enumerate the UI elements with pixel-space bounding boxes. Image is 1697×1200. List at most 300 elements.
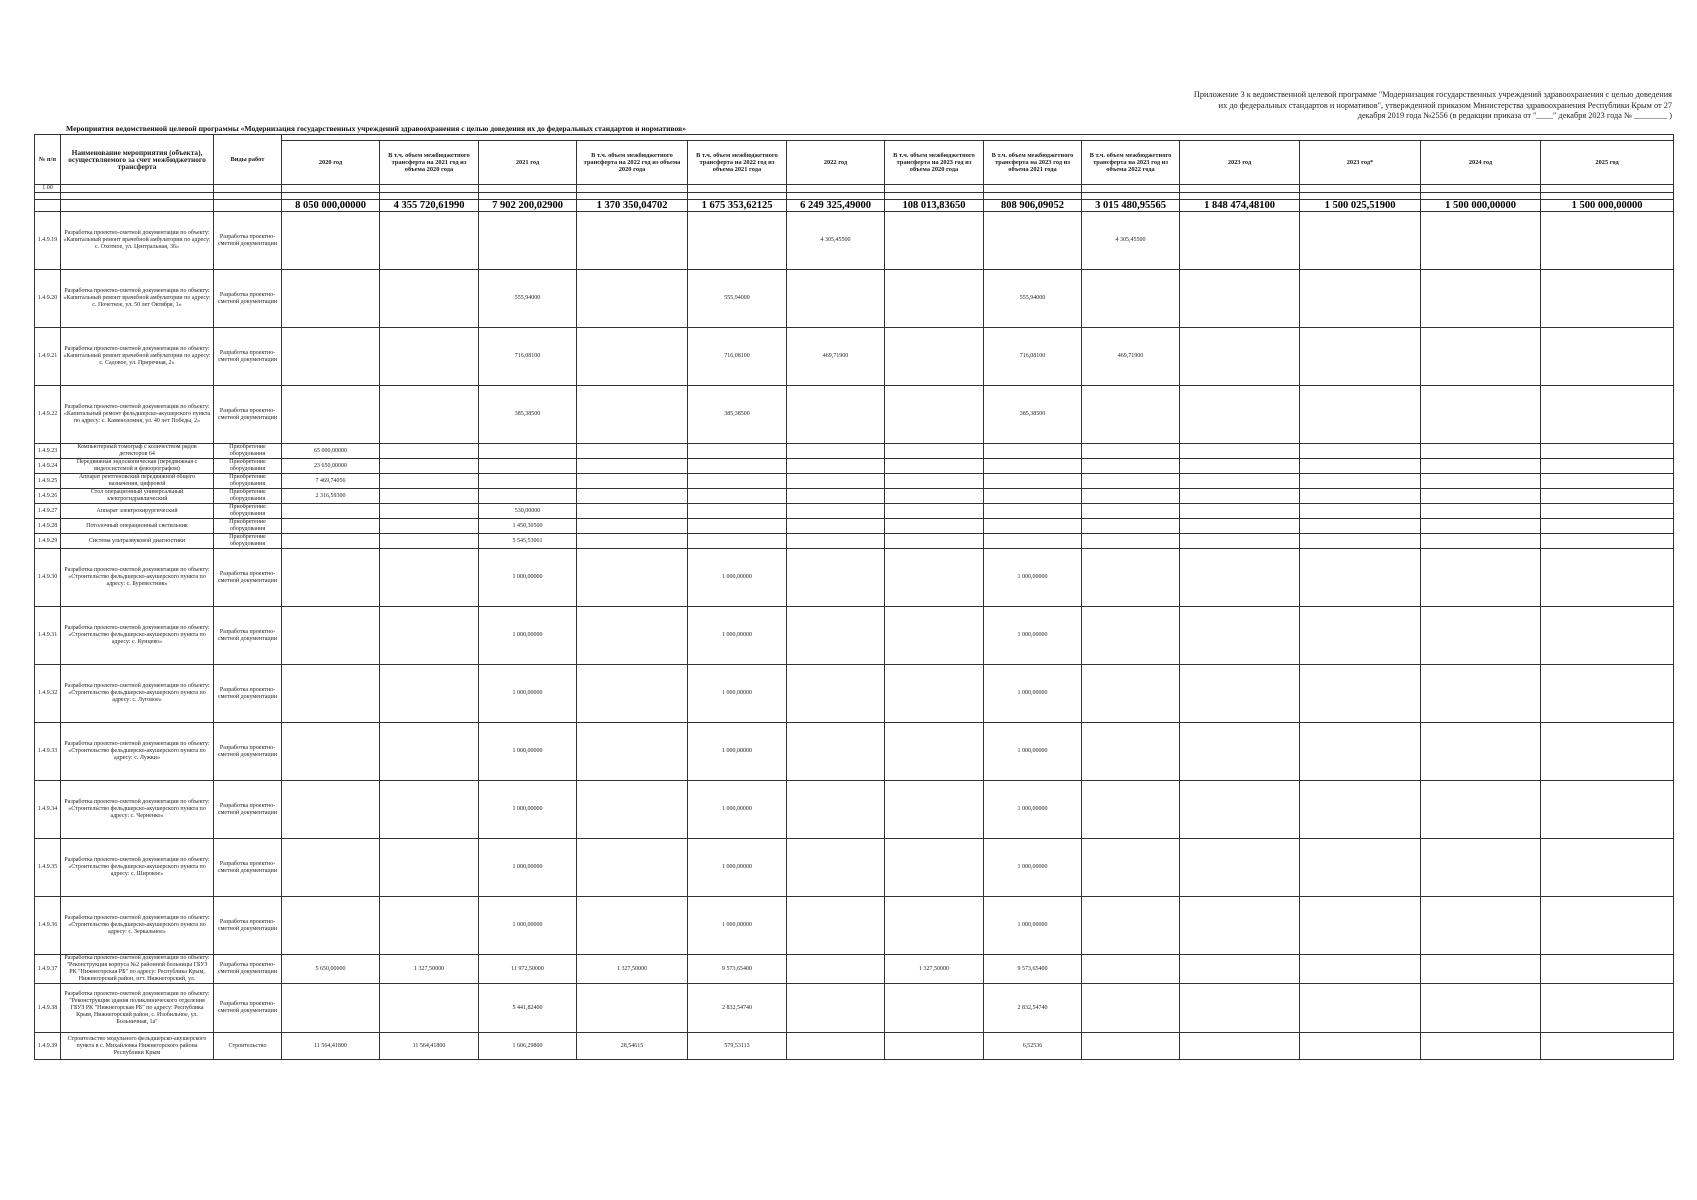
total-cell: 4 355 720,61990 xyxy=(380,200,479,212)
table-cell xyxy=(214,193,282,200)
row-name: Разработка проектно-сметной документации по объекту: «Капитальный ремонт врачебной амбулатории по адресу: с. Почетное, ул. 50 лет Октября, 1» xyxy=(61,270,214,328)
row-works: Приобретение оборудования xyxy=(214,459,282,474)
row-value: 1 000,00000 xyxy=(479,549,577,607)
row-value xyxy=(1082,1033,1180,1060)
row-value xyxy=(282,549,380,607)
appendix-line: декабря 2019 года №2556 (в редакции приказа от "____" декабря 2023 года № ________ ) xyxy=(1357,111,1672,120)
row-works: Приобретение оборудования xyxy=(214,474,282,489)
row-value xyxy=(1421,489,1541,504)
row-works: Приобретение оборудования xyxy=(214,489,282,504)
row-value xyxy=(577,534,688,549)
table-row xyxy=(35,897,1674,955)
row-value xyxy=(885,519,984,534)
total-cell: 808 906,09052 xyxy=(984,200,1082,212)
row-value xyxy=(1421,534,1541,549)
row-code: 1.4.9.31 xyxy=(35,607,61,665)
table-row xyxy=(35,723,1674,781)
row-value: 579,53113 xyxy=(688,1033,787,1060)
row-value xyxy=(1300,549,1421,607)
row-value xyxy=(1421,549,1541,607)
row-value: 1 000,00000 xyxy=(984,607,1082,665)
row-value xyxy=(1300,665,1421,723)
programme-table xyxy=(34,134,1674,1060)
row-value: 1 000,00000 xyxy=(688,897,787,955)
row-value xyxy=(282,519,380,534)
row-value xyxy=(577,489,688,504)
row-value xyxy=(1421,386,1541,444)
row-value xyxy=(787,984,885,1033)
row-value xyxy=(282,270,380,328)
col-header-year: В т.ч. объем межбюджетного трансферта на 2023 год из объема 2021 года xyxy=(984,141,1082,185)
row-value xyxy=(1421,504,1541,519)
row-value xyxy=(787,444,885,459)
row-value: 9 573,65400 xyxy=(984,955,1082,984)
table-cell xyxy=(61,200,214,212)
row-value: 716,08100 xyxy=(479,328,577,386)
row-works: Разработка проектно-сметной документации xyxy=(214,723,282,781)
col-header-year: 2023 год xyxy=(1180,141,1300,185)
row-value xyxy=(1180,386,1300,444)
table-cell xyxy=(479,193,577,200)
row-code: 1.4.9.36 xyxy=(35,897,61,955)
row-value xyxy=(1541,897,1674,955)
row-value: 5 441,82400 xyxy=(479,984,577,1033)
table-row xyxy=(35,504,1674,519)
row-value xyxy=(577,386,688,444)
row-works: Разработка проектно-сметной документации xyxy=(214,897,282,955)
row-value xyxy=(787,607,885,665)
row-name: Разработка проектно-сметной документации по объекту: «Строительство фельдшерско-акушерского пункта по адресу: с. Лужки» xyxy=(61,723,214,781)
row-code: 1.4.9.32 xyxy=(35,665,61,723)
row-value xyxy=(885,665,984,723)
row-works: Разработка проектно-сметной документации xyxy=(214,270,282,328)
row-value xyxy=(1180,897,1300,955)
col-header-year: В т.ч. объем межбюджетного трансферта на 2023 год из объема 2020 года xyxy=(885,141,984,185)
table-cell xyxy=(61,193,214,200)
row-value xyxy=(479,212,577,270)
appendix-line: Приложение 3 к ведомственной целевой программе "Модернизация государственных учреждений здравоохранения с целью доведения xyxy=(1193,90,1672,99)
row-code: 1.4.9.20 xyxy=(35,270,61,328)
row-value xyxy=(1180,504,1300,519)
table-cell xyxy=(214,200,282,212)
row-value xyxy=(1541,534,1674,549)
row-works: Приобретение оборудования xyxy=(214,444,282,459)
table-cell xyxy=(1300,193,1421,200)
table-cell xyxy=(1541,185,1674,193)
row-value xyxy=(380,665,479,723)
row-value: 2 832,54740 xyxy=(984,984,1082,1033)
row-value xyxy=(380,444,479,459)
row-value xyxy=(1541,519,1674,534)
table-cell xyxy=(214,185,282,193)
row-value xyxy=(885,270,984,328)
row-value xyxy=(1300,897,1421,955)
section-code: 1.00 xyxy=(35,185,61,193)
row-value xyxy=(984,534,1082,549)
row-value xyxy=(787,897,885,955)
row-value xyxy=(1180,955,1300,984)
row-value xyxy=(885,474,984,489)
row-value xyxy=(1421,897,1541,955)
row-code: 1.4.9.29 xyxy=(35,534,61,549)
table-row xyxy=(35,665,1674,723)
table-cell xyxy=(688,185,787,193)
row-name: Система ультразвуковой диагностики xyxy=(61,534,214,549)
row-value xyxy=(577,781,688,839)
row-value xyxy=(479,459,577,474)
row-value xyxy=(787,549,885,607)
table-row xyxy=(35,781,1674,839)
row-value xyxy=(282,781,380,839)
row-value xyxy=(688,519,787,534)
row-value: 2 316,59300 xyxy=(282,489,380,504)
row-name: Разработка проектно-сметной документации по объекту: «Строительство фельдшерско-акушерского пункта по адресу: с. Буревестник» xyxy=(61,549,214,607)
row-value xyxy=(1300,504,1421,519)
row-value xyxy=(1180,839,1300,897)
row-value: 555,94000 xyxy=(984,270,1082,328)
row-value xyxy=(787,519,885,534)
table-cell xyxy=(479,185,577,193)
row-works: Приобретение оборудования xyxy=(214,519,282,534)
row-value: 1 000,00000 xyxy=(479,839,577,897)
totals-row xyxy=(35,200,1674,212)
row-value xyxy=(1421,212,1541,270)
row-code: 1.4.9.19 xyxy=(35,212,61,270)
row-value xyxy=(1180,665,1300,723)
row-value xyxy=(380,504,479,519)
table-cell xyxy=(1300,185,1421,193)
row-value xyxy=(282,897,380,955)
row-name: Разработка проектно-сметной документации по объекту: «Строительство фельдшерско-акушерского пункта по адресу: с. Кунцево» xyxy=(61,607,214,665)
row-value xyxy=(787,839,885,897)
row-value xyxy=(984,444,1082,459)
table-row xyxy=(35,549,1674,607)
row-value xyxy=(380,489,479,504)
row-value xyxy=(984,459,1082,474)
row-value xyxy=(688,534,787,549)
table-row xyxy=(35,459,1674,474)
row-value xyxy=(1082,984,1180,1033)
row-value xyxy=(1421,781,1541,839)
row-code: 1.4.9.21 xyxy=(35,328,61,386)
row-value xyxy=(1421,444,1541,459)
col-header-works: Виды работ xyxy=(214,135,282,185)
row-value: 1 000,00000 xyxy=(479,897,577,955)
row-value: 1 000,00000 xyxy=(688,781,787,839)
row-value xyxy=(1541,1033,1674,1060)
row-name: Разработка проектно-сметной документации по объекту: «Строительство фельдшерско-акушерского пункта по адресу: с. Зеркальное» xyxy=(61,897,214,955)
row-works: Разработка проектно-сметной документации xyxy=(214,386,282,444)
row-value xyxy=(1421,459,1541,474)
row-value xyxy=(282,839,380,897)
row-value xyxy=(380,549,479,607)
row-value xyxy=(885,489,984,504)
row-works: Разработка проектно-сметной документации xyxy=(214,781,282,839)
row-value: 716,08100 xyxy=(688,328,787,386)
row-name: Разработка проектно-сметной документации по объекту: «Капитальный ремонт врачебной амбулатории по адресу: с. Садовое, ул. Приречная, 2» xyxy=(61,328,214,386)
total-cell: 6 249 325,49000 xyxy=(787,200,885,212)
row-value xyxy=(380,328,479,386)
row-value xyxy=(1082,459,1180,474)
row-value xyxy=(1082,489,1180,504)
row-value xyxy=(380,984,479,1033)
table-cell xyxy=(984,185,1082,193)
total-cell: 1 848 474,48100 xyxy=(1180,200,1300,212)
col-header-year: 2022 год xyxy=(787,141,885,185)
row-name: Передвижная эндоскопическая (передвижная с видеосистемой и флюорографом) xyxy=(61,459,214,474)
total-cell: 1 500 000,00000 xyxy=(1421,200,1541,212)
row-value xyxy=(885,534,984,549)
row-value: 1 000,00000 xyxy=(984,549,1082,607)
row-value xyxy=(1541,386,1674,444)
row-value xyxy=(1421,839,1541,897)
row-value xyxy=(1180,474,1300,489)
row-value xyxy=(787,386,885,444)
total-cell: 7 902 200,02900 xyxy=(479,200,577,212)
table-row xyxy=(35,328,1674,386)
table-row xyxy=(35,489,1674,504)
row-value: 28,54615 xyxy=(577,1033,688,1060)
row-code: 1.4.9.30 xyxy=(35,549,61,607)
row-code: 1.4.9.28 xyxy=(35,519,61,534)
row-value xyxy=(380,386,479,444)
row-value xyxy=(1082,549,1180,607)
row-value: 9 573,65400 xyxy=(688,955,787,984)
table-row xyxy=(35,534,1674,549)
row-value xyxy=(688,474,787,489)
row-value xyxy=(1541,607,1674,665)
row-value xyxy=(885,984,984,1033)
row-value xyxy=(282,328,380,386)
col-header-year: 2023 год* xyxy=(1300,141,1421,185)
row-value xyxy=(282,212,380,270)
row-value xyxy=(1541,504,1674,519)
table-cell xyxy=(380,185,479,193)
row-value xyxy=(380,781,479,839)
row-value xyxy=(282,504,380,519)
row-value xyxy=(885,839,984,897)
table-cell xyxy=(787,193,885,200)
col-header-year: В т.ч. объем межбюджетного трансферта на 2023 год из объема 2022 года xyxy=(1082,141,1180,185)
table-row xyxy=(35,444,1674,459)
row-value xyxy=(1082,444,1180,459)
table-row xyxy=(35,519,1674,534)
row-value xyxy=(787,723,885,781)
row-value xyxy=(1180,1033,1300,1060)
table-cell xyxy=(885,193,984,200)
row-value xyxy=(787,474,885,489)
row-value xyxy=(885,386,984,444)
row-value: 1 000,00000 xyxy=(984,897,1082,955)
row-value: 11 972,50000 xyxy=(479,955,577,984)
row-name: Аппарат электрохирургический xyxy=(61,504,214,519)
table-cell xyxy=(1082,193,1180,200)
row-name: Потолочный операционный светильник xyxy=(61,519,214,534)
row-value xyxy=(1180,534,1300,549)
row-value xyxy=(282,984,380,1033)
appendix-line: их до федеральных стандартов и нормативов", утвержденной приказом Министерства здравоохранения Республики Крым от 27 xyxy=(1218,100,1672,110)
table-row xyxy=(35,1033,1674,1060)
row-value xyxy=(577,519,688,534)
row-value xyxy=(1300,386,1421,444)
table-cell xyxy=(61,185,214,193)
col-header-year: В т.ч. объем межбюджетного трансферта на 2021 год из объема 2020 года xyxy=(380,141,479,185)
row-value: 1 450,30500 xyxy=(479,519,577,534)
section-row xyxy=(35,185,1674,193)
row-value xyxy=(577,444,688,459)
row-value xyxy=(885,607,984,665)
row-value xyxy=(380,474,479,489)
table-cell xyxy=(1421,193,1541,200)
row-name: Аппарат рентгеновский передвижной общего назначения, цифровой xyxy=(61,474,214,489)
row-value xyxy=(1541,984,1674,1033)
row-value xyxy=(1300,328,1421,386)
row-value: 1 327,50000 xyxy=(380,955,479,984)
table-cell xyxy=(1180,193,1300,200)
row-value xyxy=(1541,489,1674,504)
row-value xyxy=(577,723,688,781)
row-works: Разработка проектно-сметной документации xyxy=(214,607,282,665)
row-code: 1.4.9.37 xyxy=(35,955,61,984)
row-value xyxy=(885,444,984,459)
row-value xyxy=(1180,459,1300,474)
row-value xyxy=(984,212,1082,270)
row-value xyxy=(479,444,577,459)
row-value: 6,52536 xyxy=(984,1033,1082,1060)
row-works: Разработка проектно-сметной документации xyxy=(214,984,282,1033)
row-value: 1 327,50000 xyxy=(577,955,688,984)
row-value xyxy=(984,519,1082,534)
row-value xyxy=(577,328,688,386)
row-value xyxy=(1082,723,1180,781)
row-value xyxy=(1180,212,1300,270)
row-value xyxy=(688,489,787,504)
row-value: 385,38500 xyxy=(688,386,787,444)
row-value xyxy=(1082,504,1180,519)
row-value xyxy=(1541,781,1674,839)
row-value xyxy=(688,212,787,270)
row-value xyxy=(787,504,885,519)
row-value xyxy=(787,459,885,474)
table-row xyxy=(35,474,1674,489)
row-value xyxy=(1180,489,1300,504)
row-value xyxy=(1180,549,1300,607)
row-value: 385,38500 xyxy=(984,386,1082,444)
table-cell xyxy=(577,193,688,200)
row-value xyxy=(1421,984,1541,1033)
row-code: 1.4.9.22 xyxy=(35,386,61,444)
row-value: 1 000,00000 xyxy=(688,549,787,607)
row-value: 1 327,50000 xyxy=(885,955,984,984)
row-name: Разработка проектно-сметной документации по объекту: "Реконструкция корпуса №2 районной больницы ГБУЗ РК "Нижнегорская РБ" по адресу: Республика Крым, Нижнегорский район, пгт. Нижнегорский, ул. xyxy=(61,955,214,984)
row-value xyxy=(1082,839,1180,897)
table-cell xyxy=(282,193,380,200)
row-code: 1.4.9.23 xyxy=(35,444,61,459)
row-works: Разработка проектно-сметной документации xyxy=(214,549,282,607)
table-row xyxy=(35,212,1674,270)
row-value xyxy=(885,459,984,474)
row-value xyxy=(577,270,688,328)
row-value xyxy=(787,955,885,984)
row-value xyxy=(380,459,479,474)
row-value xyxy=(787,1033,885,1060)
row-value xyxy=(1082,665,1180,723)
col-header-year: В т.ч. объем межбюджетного трансферта на 2022 год из объема 2020 года xyxy=(577,141,688,185)
row-value xyxy=(787,489,885,504)
row-code: 1.4.9.35 xyxy=(35,839,61,897)
row-value xyxy=(787,270,885,328)
table-row xyxy=(35,839,1674,897)
row-value xyxy=(479,489,577,504)
table-title: Мероприятия ведомственной целевой программы «Модернизация государственных учреждений здравоохранения с целью доведения их до федеральных стандартов и нормативов» xyxy=(66,124,687,133)
row-value xyxy=(380,723,479,781)
row-code: 1.4.9.26 xyxy=(35,489,61,504)
row-code: 1.4.9.25 xyxy=(35,474,61,489)
row-works: Разработка проектно-сметной документации xyxy=(214,839,282,897)
row-value xyxy=(1180,519,1300,534)
row-name: Разработка проектно-сметной документации по объекту: «Строительство фельдшерско-акушерского пункта по адресу: с. Луговое» xyxy=(61,665,214,723)
row-value: 1 000,00000 xyxy=(479,665,577,723)
row-value xyxy=(380,839,479,897)
appendix-note xyxy=(1140,90,1672,122)
table-cell xyxy=(885,185,984,193)
row-value xyxy=(577,549,688,607)
row-value: 1 000,00000 xyxy=(479,607,577,665)
table-row xyxy=(35,607,1674,665)
row-value xyxy=(1082,534,1180,549)
row-value xyxy=(1082,607,1180,665)
row-value: 1 000,00000 xyxy=(984,781,1082,839)
row-value: 5 650,00000 xyxy=(282,955,380,984)
row-name: Строительство модульного фельдшерско-акушерского пункта в с. Михайловка Нижнегорского района Республики Крым xyxy=(61,1033,214,1060)
row-value xyxy=(282,665,380,723)
row-code: 1.4.9.27 xyxy=(35,504,61,519)
row-value xyxy=(984,474,1082,489)
row-value xyxy=(1082,781,1180,839)
row-works: Разработка проектно-сметной документации xyxy=(214,665,282,723)
row-value xyxy=(787,665,885,723)
row-value xyxy=(282,723,380,781)
row-value xyxy=(1300,534,1421,549)
total-cell: 1 370 350,04702 xyxy=(577,200,688,212)
row-value xyxy=(1300,459,1421,474)
row-value xyxy=(1180,444,1300,459)
table-row xyxy=(35,270,1674,328)
row-value xyxy=(885,781,984,839)
col-header-num: № п/п xyxy=(35,135,61,185)
row-value: 1 000,00000 xyxy=(984,665,1082,723)
row-works: Разработка проектно-сметной документации xyxy=(214,955,282,984)
row-value xyxy=(1082,519,1180,534)
row-name: Разработка проектно-сметной документации по объекту: «Капитальный ремонт врачебной амбулатории по адресу: с. Охотное, ул. Центральная, 36» xyxy=(61,212,214,270)
row-value xyxy=(1300,955,1421,984)
row-value xyxy=(1082,955,1180,984)
table-row xyxy=(35,386,1674,444)
total-cell: 1 500 025,51900 xyxy=(1300,200,1421,212)
row-value xyxy=(1300,607,1421,665)
total-cell: 8 050 000,00000 xyxy=(282,200,380,212)
row-works: Приобретение оборудования xyxy=(214,534,282,549)
row-name: Разработка проектно-сметной документации по объекту: «Строительство фельдшерско-акушерского пункта по адресу: с. Черненко» xyxy=(61,781,214,839)
row-value xyxy=(688,504,787,519)
table-cell xyxy=(1541,193,1674,200)
table-row xyxy=(35,984,1674,1033)
table-cell xyxy=(1421,185,1541,193)
row-name: Компьютерный томограф с количеством рядов детекторов 64 xyxy=(61,444,214,459)
row-value xyxy=(1300,839,1421,897)
row-value xyxy=(1082,386,1180,444)
row-value: 530,00000 xyxy=(479,504,577,519)
